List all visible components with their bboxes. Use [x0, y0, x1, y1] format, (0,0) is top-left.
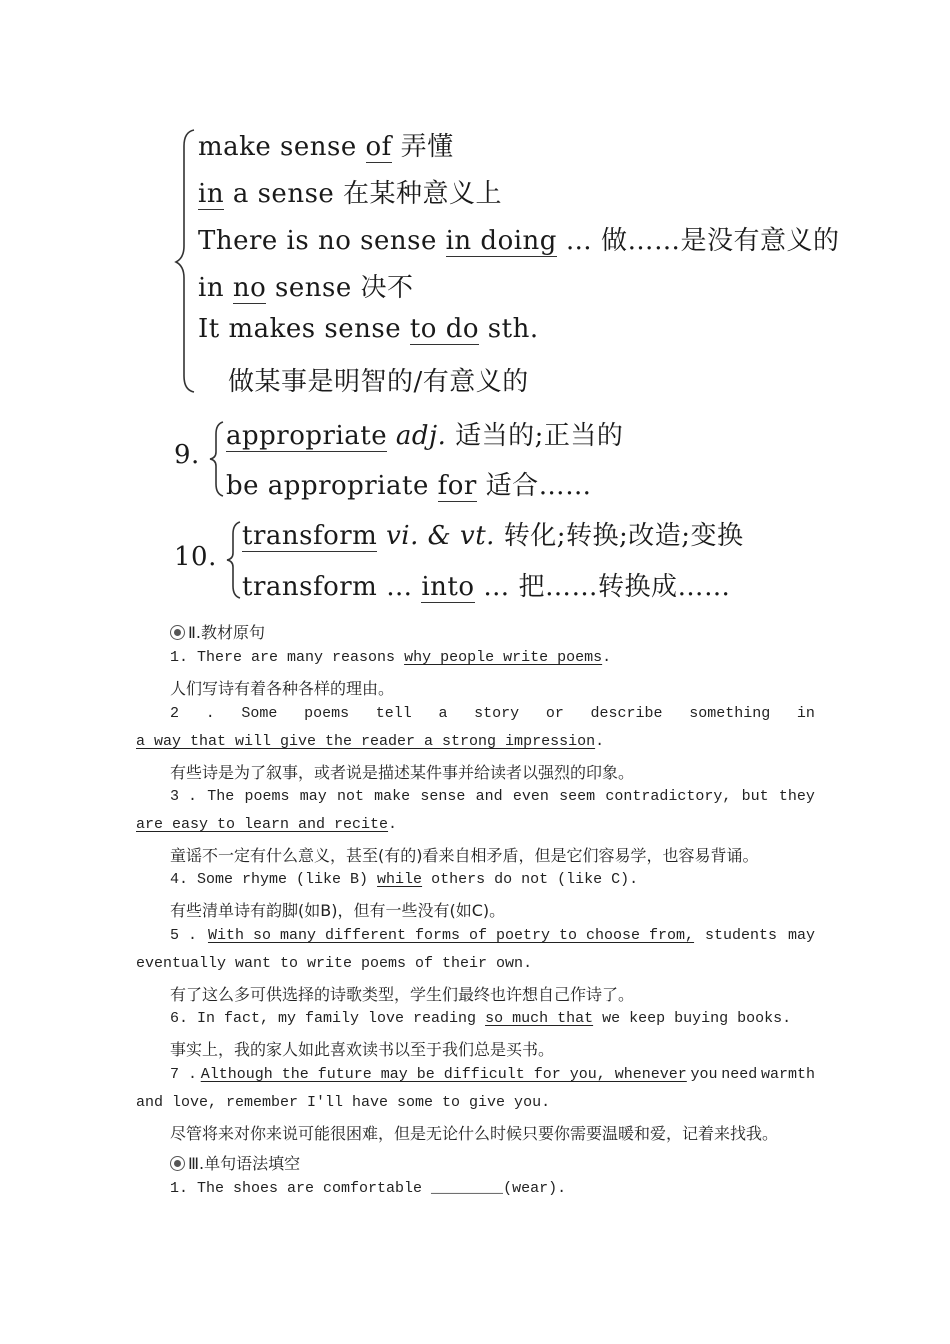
sentence-4-cn: 有些清单诗有韵脚(如B)，但有一些没有(如C)。: [170, 901, 506, 920]
item-10-line-1: transform vi. & vt. 转化;转换;改造;变换: [242, 521, 744, 551]
item-9-line-2: be appropriate for 适合……: [226, 471, 592, 501]
sentence-7-en-line-1: 7 . Although the future may be difficult for you, whenever you need warmth: [170, 1066, 815, 1083]
sentence-3-en-line-2: are easy to learn and recite.: [136, 816, 398, 833]
section-bullet-icon: [170, 1156, 185, 1171]
sense-line-5: It makes sense to do sth.: [198, 314, 539, 344]
section-3-title: Ⅲ.单句语法填空: [170, 1151, 300, 1174]
answer-blank[interactable]: ________: [431, 1180, 504, 1197]
item-9-brace: [207, 420, 227, 498]
sense-line-1: make sense of 弄懂: [198, 132, 454, 162]
sentence-3-en-line-1: 3 . The poems may not make sense and even seem contradictory, but they: [170, 788, 815, 805]
section-2-title: Ⅱ.教材原句: [170, 620, 265, 643]
question-1: 1. The shoes are comfortable ________(wear).: [170, 1180, 567, 1197]
sentence-7-cn: 尽管将来对你来说可能很困难，但是无论什么时候只要你需要温暖和爱，记着来找我。: [170, 1124, 779, 1143]
section-bullet-icon: [170, 625, 185, 640]
item-10-number: 10.: [174, 542, 217, 572]
sense-line-6: 做某事是明智的/有意义的: [228, 367, 529, 397]
sense-line-2: in a sense 在某种意义上: [198, 179, 503, 209]
item-9-line-1: appropriate adj. 适当的;正当的: [226, 421, 624, 451]
sentence-2-en-line-1: 2 . Some poems tell a story or describe something in: [170, 705, 815, 722]
sentence-6-cn: 事实上，我的家人如此喜欢读书以至于我们总是买书。: [170, 1040, 555, 1059]
sense-line-3: There is no sense in doing … 做……是没有意义的: [198, 226, 840, 256]
sense-line-4: in no sense 决不: [198, 273, 414, 303]
sentence-5-en-line-1: 5 . With so many different forms of poetry to choose from, students may: [170, 927, 815, 944]
sense-brace: [172, 128, 200, 394]
sentence-7-en-line-2: and love, remember I'll have some to give you.: [136, 1094, 551, 1111]
sentence-1-cn: 人们写诗有着各种各样的理由。: [170, 679, 395, 698]
sentence-3-cn: 童谣不一定有什么意义，甚至(有的)看来自相矛盾，但是它们容易学，也容易背诵。: [170, 846, 759, 865]
sentence-5-en-line-2: eventually want to write poems of their own.: [136, 955, 533, 972]
sentence-4-en: 4. Some rhyme (like B) while others do not (like C).: [170, 871, 639, 888]
item-9-number: 9.: [174, 440, 200, 470]
sentence-2-cn: 有些诗是为了叙事，或者说是描述某件事并给读者以强烈的印象。: [170, 763, 635, 782]
item-10-line-2: transform … into … 把……转换成……: [242, 572, 731, 602]
item-10-brace: [224, 520, 244, 600]
sentence-6-en: 6. In fact, my family love reading so much that we keep buying books.: [170, 1010, 792, 1027]
sentence-2-en-line-2: a way that will give the reader a strong impression.: [136, 733, 605, 750]
sentence-5-cn: 有了这么多可供选择的诗歌类型，学生们最终也许想自己作诗了。: [170, 985, 635, 1004]
sentence-1-en: 1. There are many reasons why people write poems.: [170, 649, 612, 666]
